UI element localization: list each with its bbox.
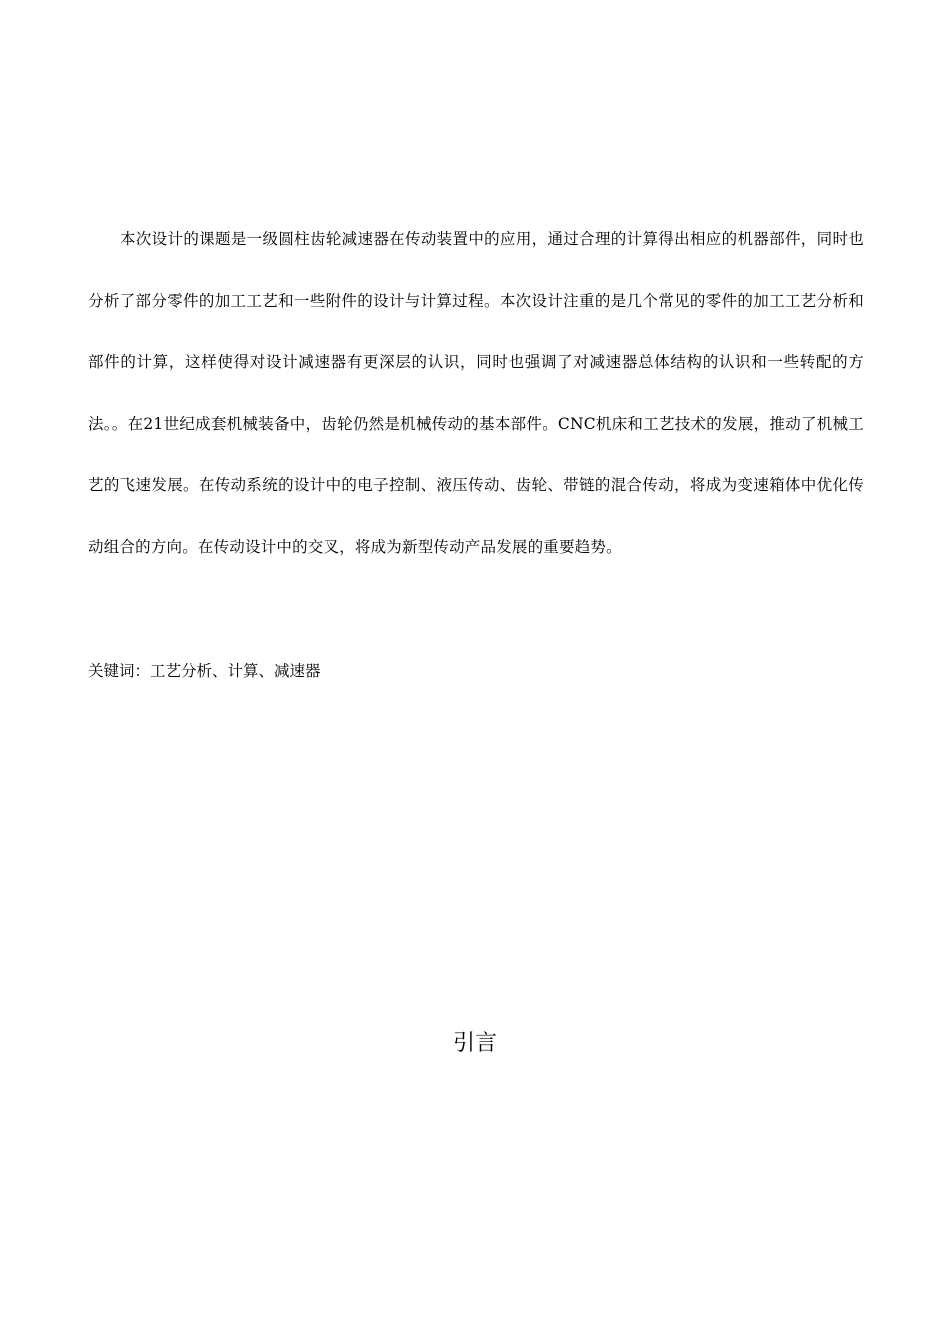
keywords-line: 关键词：工艺分析、计算、减速器 xyxy=(88,662,321,680)
abstract-paragraph: 本次设计的课题是一级圆柱齿轮减速器在传动装置中的应用，通过合理的计算得出相应的机器部件，同时也分析了部分零件的加工工艺和一些附件的设计与计算过程。本次设计注重的是几个常见的零件的加工工艺分析和部件的计算，这样使得对设计减速器有更深层的认识，同时也强调了对减速器总体结构的认识和一些转配的方法。。在21世纪成套机械装备中，齿轮仍然是机械传动的基本部件。CNC机床和工艺技术的发展，推动了机械工艺的飞速发展。在传动系统的设计中的电子控制、液压传动、齿轮、带链的混合传动，将成为变速箱体中优化传动组合的方向。在传动设计中的交叉，将成为新型传动产品发展的重要趋势。 xyxy=(88,230,864,556)
section-heading-introduction: 引言 xyxy=(452,1031,497,1056)
